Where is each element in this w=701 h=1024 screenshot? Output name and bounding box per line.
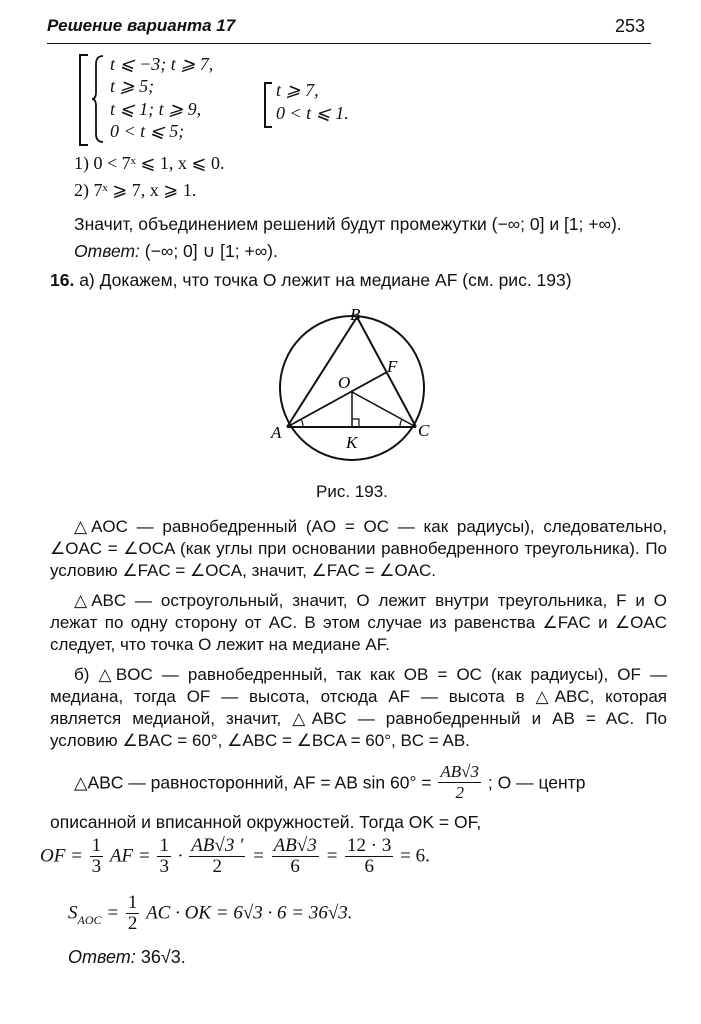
label-b: B: [350, 305, 361, 324]
eq-of-f4-num: AB√3: [273, 835, 317, 856]
final-answer-label: Ответ:: [68, 947, 136, 967]
p4-start: △ABC — равносторонний, AF = AB sin 60° =: [74, 772, 432, 793]
eq-of-frac-1: [90, 836, 104, 877]
system-row-1: t ⩽ −3; t ⩾ 7,: [110, 54, 214, 74]
eq-of-eq1: =: [252, 845, 265, 867]
side-ab: [287, 317, 357, 427]
system-brace: [91, 54, 105, 144]
result-row-2: 0 < t ⩽ 1.: [276, 103, 349, 123]
eq-s-sub: AOC: [77, 912, 102, 927]
answer-value: (−∞; 0] ∪ [1; +∞).: [144, 241, 278, 261]
eq-of-f5-den: 6: [364, 856, 374, 877]
final-answer: [68, 946, 186, 968]
label-c: C: [418, 421, 430, 440]
eq-of-lhs: OF =: [40, 845, 83, 867]
p4-fraction: [438, 762, 481, 803]
eq-of-eq2: =: [325, 845, 339, 867]
page-number: 253: [614, 16, 645, 36]
eq-s-eq: =: [101, 902, 120, 924]
header-rule: [47, 43, 651, 44]
equation-area: [68, 893, 353, 934]
eq-of-f2-den: 3: [159, 856, 169, 877]
label-o: O: [338, 373, 351, 392]
eq-of-f4-den: 6: [290, 856, 300, 877]
label-a: A: [271, 423, 282, 442]
eq-s-f-num: 1: [127, 892, 138, 913]
result-row-1: t ⩾ 7,: [276, 80, 319, 100]
eq-of-frac-3: [189, 836, 245, 877]
eq-of-dot: ·: [177, 845, 183, 867]
figure-193: [270, 300, 440, 470]
eq-s-f-den: 2: [127, 913, 138, 934]
answer-line-1: [74, 240, 278, 262]
p4-frac-den: 2: [455, 783, 464, 802]
final-answer-value: 36√3.: [140, 947, 186, 967]
eq-s-rest: AC · OK = 6√3 · 6 = 36√3.: [146, 902, 353, 924]
case-2: 2) 7ˣ ⩾ 7, x ⩾ 1.: [74, 180, 197, 200]
eq-of-f3-den: 2: [212, 856, 222, 877]
problem-number: 16.: [50, 270, 75, 290]
paragraph-3: б) △BOC — равнобедренный, так как OB = OC (как радиусы), OF — медиана, тогда OF — высота, отсюда AF — высота в △ABC, которая является медианой, значит, △ABC — равнобедренный и AB = AC. По условию ∠BAC = 60°, ∠ABC = ∠BCA = 60°, BC = AB.: [50, 665, 667, 750]
eq-of-f2-num: 1: [159, 835, 169, 856]
angle-mark-a: [301, 419, 303, 427]
eq-of-f1-num: 1: [91, 835, 102, 856]
eq-of-t1: AF =: [109, 845, 151, 867]
result-bracket: [264, 82, 272, 128]
case-1: 1) 0 < 7ˣ ⩽ 1, x ⩽ 0.: [74, 153, 225, 173]
angle-mark-c: [400, 419, 402, 427]
paragraph-4: [74, 762, 674, 803]
figure-caption: Рис. 193.: [316, 482, 388, 501]
label-f: F: [387, 357, 398, 376]
eq-of-end: = 6.: [400, 845, 430, 867]
problem-intro-text: а) Докажем, что точка O лежит на медиане AF (см. рис. 193): [79, 270, 572, 290]
eq-s-lhs: S: [68, 902, 78, 924]
paragraph-1: △AOC — равнобедренный (AO = OC — как радиусы), следовательно, ∠OAC = ∠OCA (как углы при основании равнобедренного треугольника). По условию ∠FAC = ∠OCA, значит, ∠FAC = ∠OAC.: [50, 517, 667, 580]
union-statement: Значит, объединением решений будут промежутки (−∞; 0] и [1; +∞).: [74, 214, 622, 234]
eq-of-f1-den: 3: [91, 856, 102, 877]
system-row-4: 0 < t ⩽ 5;: [110, 121, 185, 141]
p4-frac-num: AB√3: [440, 762, 480, 781]
paragraph-5: описанной и вписанной окружностей. Тогда OK = OF,: [50, 812, 482, 832]
eq-of-f5-num: 12 · 3: [347, 835, 392, 856]
eq-of-f3-num: AB√3 ′: [191, 835, 244, 856]
system-row-2: t ⩾ 5;: [110, 76, 155, 96]
eq-of-frac-4: [272, 836, 319, 877]
system-outer-bracket: [79, 54, 88, 146]
p4-end: ; O — центр: [487, 772, 586, 793]
paragraph-2: △ABC — остроугольный, значит, O лежит внутри треугольника, F и O лежат по одну сторону от AC. В этом случае из равенства ∠FAC и ∠OAC следует, что точка O лежит на медиане AF.: [50, 591, 667, 654]
running-title: Решение варианта 17: [47, 16, 236, 35]
answer-label: Ответ:: [74, 241, 140, 261]
equation-of: [40, 836, 430, 877]
eq-of-frac-5: [345, 836, 393, 877]
eq-of-frac-2: [157, 836, 171, 877]
right-angle-mark: [352, 419, 359, 427]
system-row-3: t ⩽ 1; t ⩾ 9,: [110, 99, 202, 119]
label-k: K: [346, 433, 358, 452]
eq-s-frac: [126, 893, 140, 934]
median-af: [287, 372, 387, 427]
problem-16-intro: [50, 269, 670, 291]
